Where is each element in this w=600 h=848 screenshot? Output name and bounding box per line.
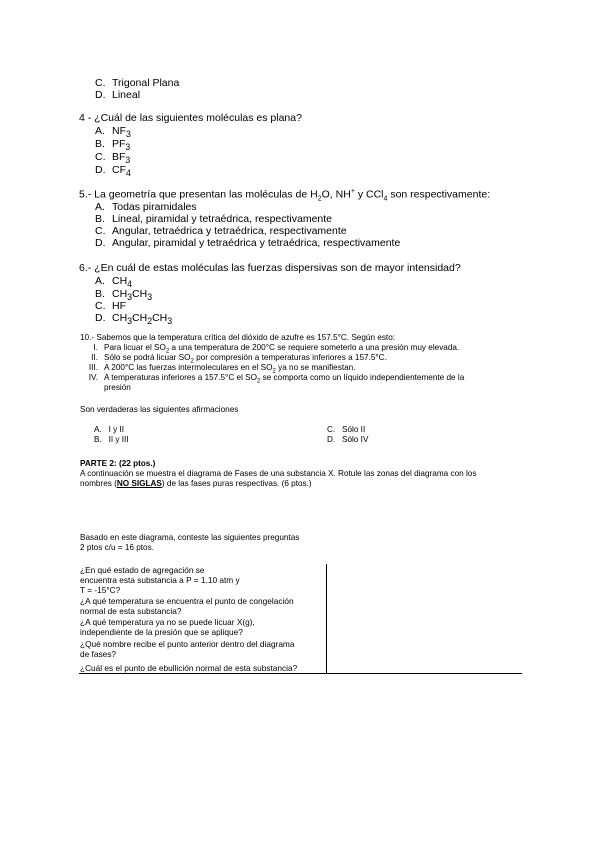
option-letter: C.: [95, 151, 106, 163]
row-text: ¿En qué estado de agregación se: [80, 565, 205, 575]
option-letter: A.: [95, 201, 105, 213]
q5-text-4: son respectivamente:: [387, 188, 491, 201]
option-letter: B.: [95, 138, 105, 150]
option-text: Lineal, piramidal y tetraédrica, respectivamente: [112, 213, 333, 225]
row-text: encuentra esta substancia a P = 1.10 atm y: [80, 575, 240, 585]
option-letter: D.: [95, 312, 106, 324]
q5-text-1: 5.- La geometría que presentan las moléculas de H: [79, 188, 318, 201]
q6-option-c: [95, 300, 126, 312]
q10-question: 10.- Sabemos que la temperatura crítica del dióxido de azufre es 157.5°C. Según esto:: [80, 333, 396, 342]
table-row-5: [80, 663, 297, 673]
table-row-2: [80, 596, 294, 616]
q10-answer-d: [327, 435, 368, 444]
subscript: 3: [127, 292, 133, 303]
option-text: Angular, tetraédrica y tetraédrica, respectivamente: [112, 225, 347, 237]
option-text: CF: [112, 164, 126, 176]
answer-letter: D.: [327, 435, 336, 444]
row-text: independiente de la presión que se aplique?: [80, 627, 243, 637]
table-row-4: [80, 639, 294, 659]
option-text: CH: [132, 312, 148, 324]
q6-option-a: [95, 275, 132, 289]
item-text: por compresión a temperaturas inferiores a 157.5°C.: [193, 353, 387, 362]
subscript-2: 2: [257, 378, 261, 385]
option-text: Trigonal Plana: [112, 77, 180, 89]
row-text: ¿Cuál es el punto de ebullición normal de esta substancia?: [80, 663, 298, 673]
no-siglas-emphasis: NO SIGLAS: [116, 479, 162, 488]
table-row-1: [80, 565, 240, 595]
part2-instruction-line1: A continuación se muestra el diagrama de Fases de una substancia X. Rotule las zonas del diagrama con los: [80, 469, 477, 478]
item-number: I.: [93, 343, 98, 352]
option-text: BF: [112, 151, 126, 163]
row-text: ¿A qué temperatura se encuentra el punto de congelación: [80, 596, 294, 606]
q3-option-c: [95, 77, 179, 89]
superscript-plus: +: [350, 188, 355, 195]
instruction-text: ) de las fases puras respectivas. (6 ptos.): [161, 479, 312, 488]
item-number: IV.: [88, 373, 98, 382]
answer-letter: C.: [327, 425, 336, 434]
option-text: CH: [132, 288, 148, 300]
option-text: PF: [112, 138, 126, 150]
q4-question: 4 - ¿Cuál de las siguientes moléculas es plana?: [79, 112, 302, 124]
subscript-2: 2: [165, 348, 170, 355]
q3-option-d: [95, 89, 140, 101]
item-text: a una temperatura de 200°C se requiere someterlo a una presión muy elevada.: [169, 343, 460, 352]
option-letter: B.: [95, 213, 105, 225]
subscript-2: 2: [272, 368, 276, 375]
q5-option-a: [95, 201, 197, 213]
instruction-text: nombres (: [80, 479, 117, 488]
subscript-2: 2: [190, 358, 194, 365]
answer-text: Sólo IV: [342, 435, 369, 444]
option-letter: C.: [95, 77, 106, 89]
q6-question: 6.- ¿En cuál de estas moléculas las fuerzas dispersivas son de mayor intensidad?: [79, 262, 461, 274]
part2-intro-line1: Basado en este diagrama, conteste las siguientes preguntas: [80, 533, 300, 542]
answer-text: I y II: [108, 425, 125, 434]
subscript: 2: [147, 316, 153, 327]
q5-option-b: [95, 213, 332, 225]
answer-letter: B.: [94, 435, 102, 444]
table-row-3: [80, 617, 255, 637]
q10-answer-c: [327, 425, 365, 434]
option-text: Angular, piramidal y tetraédrica y tetraédrica, respectivamente: [112, 237, 401, 249]
q5-option-d: [95, 237, 400, 249]
q10-item-4-continuation: presión: [104, 383, 131, 392]
option-text: HF: [112, 300, 126, 312]
row-text: de fases?: [80, 649, 116, 659]
q10-item-4: [80, 373, 464, 385]
subscript: 3: [125, 142, 131, 153]
item-text: ya no se manifiestan.: [275, 363, 356, 372]
option-text: Todas piramidales: [112, 201, 197, 213]
row-text: normal de esta substancia?: [80, 606, 182, 616]
option-letter: A.: [95, 275, 105, 287]
subscript-2: 2: [317, 195, 322, 203]
option-letter: C.: [95, 300, 106, 312]
q10-answer-b: [94, 435, 129, 444]
subscript: 4: [127, 279, 133, 290]
q10-answer-a: [94, 425, 124, 434]
option-letter: D.: [95, 89, 106, 101]
option-letter: D.: [95, 164, 106, 176]
option-letter: A.: [95, 125, 105, 137]
q4-option-a: [95, 125, 131, 139]
subscript: 3: [167, 316, 173, 327]
item-number: III.: [88, 363, 98, 372]
q10-statement: Son verdaderas las siguientes afirmaciones: [80, 405, 239, 414]
subscript: 4: [126, 168, 131, 179]
subscript-4: 4: [383, 195, 388, 203]
option-text: CH: [112, 275, 128, 287]
option-text: CH: [112, 312, 128, 324]
q6-option-d: [95, 312, 172, 326]
row-text: ¿Qué nombre recibe el punto anterior dentro del diagrama: [80, 639, 295, 649]
subscript: 3: [147, 292, 153, 303]
subscript: 3: [126, 129, 131, 140]
q5-text-3: y CCl: [354, 188, 384, 201]
row-text: T = -15°C?: [80, 585, 121, 595]
option-text: Lineal: [112, 89, 141, 101]
answer-text: Sólo II: [342, 425, 366, 434]
table-bottom-rule: [79, 673, 522, 674]
option-letter: B.: [95, 288, 105, 300]
row-text: ¿A qué temperatura ya no se puede licuar X(g),: [80, 617, 255, 627]
option-letter: C.: [95, 225, 106, 237]
item-text: A 200°C las fuerzas intermoleculares en el SO: [104, 363, 273, 372]
option-text: NF: [112, 125, 126, 137]
item-text: A temperaturas inferiores a 157.5°C el SO: [104, 373, 257, 382]
part2-intro-line2: 2 ptos c/u = 16 ptos.: [80, 543, 154, 552]
option-text: CH: [152, 312, 168, 324]
q5-text-2: O, NH: [321, 188, 351, 201]
subscript: 3: [127, 316, 133, 327]
q4-option-d: [95, 164, 131, 178]
subscript: 3: [125, 155, 131, 166]
q5-option-c: [95, 225, 347, 237]
item-number: II.: [91, 353, 98, 362]
item-text: se comporta como un líquido independientemente de la: [260, 373, 465, 382]
table-divider-vertical: [326, 564, 327, 674]
answer-text: II y III: [108, 435, 129, 444]
option-letter: D.: [95, 237, 106, 249]
item-text: Para licuar el SO: [104, 343, 166, 352]
answer-letter: A.: [94, 425, 102, 434]
part2-instruction-line2: [80, 479, 312, 488]
q4-option-b: [95, 138, 130, 152]
part2-title: PARTE 2: (22 ptos.): [80, 459, 156, 468]
q4-option-c: [95, 151, 130, 165]
item-text: Sólo se podrá licuar SO: [104, 353, 191, 362]
option-text: CH: [112, 288, 128, 300]
